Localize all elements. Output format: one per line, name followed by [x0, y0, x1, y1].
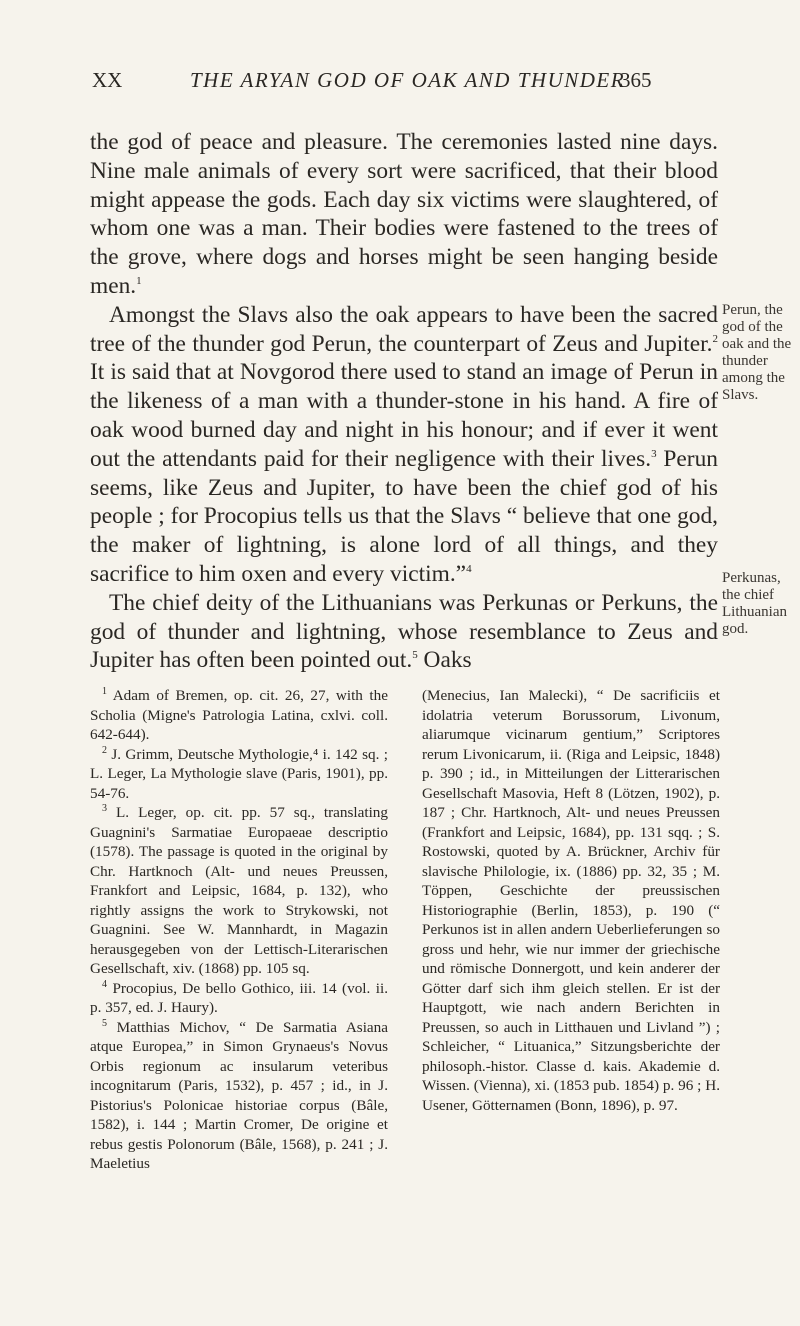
- footnote-ref-3[interactable]: 3: [651, 447, 657, 460]
- footnote-2-text: J. Grimm, Deutsche Mythologie,⁴ i. 142 sq. ; L. Leger, La Mythologie slave (Paris, 1901), pp. 54-76.: [90, 745, 389, 802]
- footnote-3-text: L. Leger, op. cit. pp. 57 sq., translating Guagnini's Sarmatiae Europaeae descriptio (1578). The passage is quoted in the original by Chr. Hartknoch (Alt- und neues Preussen, Frankfort and Leipsic, 1684, p. 132), who rightly assigns the work to Strykowski, not Guagnini. See W. Mannhardt, in Magazin herausgegeben von der Lettisch-Literarischen Gesellschaft, xiv. (1868) pp. 105 sq.: [90, 804, 388, 977]
- footnote-5-text: Matthias Michov, “ De Sarmatia Asiana atque Europea,” in Simon Grynaeus's Novus Orbis regionum ac insularum veteribus incognitarum (Paris, 1532), p. 457 ; id., in J. Pistorius's Polonicae historiae corpus (Bâle, 1582), i. 144 ; Martin Cromer, De origine et rebus gestis Polonorum (Bâle, 1568), p. 241 ; J. Maeletius: [90, 1018, 388, 1172]
- footnote-5-continued: (Menecius, Ian Malecki), “ De sacrificiis et idolatria veterum Borussorum, Livonum, aliarumque vicinarum gentium,” Scriptores rerum Livonicarum, ii. (Riga and Leipsic, 1848) p. 390 ; id., in Mitteilungen der Litterarischen Gesellschaft Masovia, Heft 8 (Lötzen, 1902), p. 187 ; Chr. Hartknoch, Alt- und neues Preussen (Frankfort and Leipsic, 1684), pp. 131 sqq. ; S. Rostowski, quoted by A. Brückner, Archiv für slavische Philologie, ix. (1886) pp. 32, 35 ; M. Töppen, Geschichte der preussischen Historiographie (Berlin, 1853), p. 190 (“ Perkunos ist in allen andern Ueberlieferungen so gross und hehr, wie nur immer der griechische und römische Donnergott, und kein anderer der Götter darf sich ihm gleich stellen. Er ist der Hauptgott, wie nach andern Berichten in Preussen, so auch in Litthauen und Livland ”) ; Schleicher, “ Lituanica,” Sitzungsberichte der philosoph.-histor. Classe d. kais. Akademie d. Wissen. (Vienna), xi. (1853 pub. 1854) p. 96 ; H. Usener, Götternamen (Bonn, 1896), p. 97.: [422, 687, 720, 1114]
- paragraph-3-text-a: The chief deity of the Lithuanians was Perkunas or Perkuns, the god of thunder and lightning, whose resemblance to Zeus and Jupiter has often been pointed out.: [90, 589, 718, 674]
- footnote-1: [90, 686, 388, 745]
- page-number: 365: [620, 68, 652, 92]
- footnote-ref-1[interactable]: 1: [136, 275, 142, 288]
- paragraph-2-text-a: Amongst the Slavs also the oak appears to have been the sacred tree of the thunder god Perun, the counterpart of Zeus and Jupiter.: [90, 301, 718, 357]
- footnote-ref-4[interactable]: 4: [466, 563, 472, 576]
- footnote-2: [90, 745, 388, 804]
- footnote-1-text: Adam of Bremen, op. cit. 26, 27, with the Scholia (Migne's Patrologia Latina, cxlvi. coll. 642-644).: [90, 687, 388, 743]
- footnote-ref-5[interactable]: 5: [412, 649, 418, 662]
- margin-note-perun: Perun, the god of the oak and the thunder among the Slavs.: [722, 302, 792, 403]
- paragraph-1-text: the god of peace and pleasure. The ceremonies lasted nine days. Nine male animals of every sort were sacrificed, that their blood might appease the gods. Each day six victims were slaughtered, of whom one was a man. Their bodies were fastened to the trees of the grove, where dogs and horses might be seen hanging beside men.: [90, 129, 718, 299]
- footnote-3-mark: 3: [102, 802, 107, 814]
- paragraph-2: [90, 301, 718, 589]
- paragraph-1: [90, 128, 718, 301]
- main-text: [90, 128, 718, 675]
- footnotes-left-column: [90, 686, 388, 1174]
- footnote-2-mark: 2: [102, 744, 107, 756]
- footnote-4: [90, 979, 388, 1018]
- footnote-4-text: Procopius, De bello Gothico, iii. 14 (vol. ii. p. 357, ed. J. Haury).: [90, 979, 388, 1016]
- footnote-5: [90, 1018, 388, 1174]
- chapter-title: THE ARYAN GOD OF OAK AND THUNDER: [190, 68, 626, 92]
- chapter-number: XX: [92, 68, 123, 92]
- footnote-1-mark: 1: [102, 685, 107, 697]
- running-header: [0, 68, 800, 100]
- footnotes-right-column: [422, 686, 720, 1115]
- footnote-3: [90, 803, 388, 979]
- footnote-5-mark: 5: [102, 1017, 107, 1029]
- footnote-4-mark: 4: [102, 978, 107, 990]
- margin-note-perkunas: Perkunas, the chief Lithuanian god.: [722, 570, 787, 637]
- paragraph-2-text-c: Perun seems, like Zeus and Jupiter, to have been the chief god of his people ; for Procopius tells us that the Slavs “ believe that one god, the maker of lightning, is alone lord of all things, and they sacrifice to him oxen and every victim.”: [90, 445, 718, 587]
- paragraph-3-text-b: Oaks: [417, 647, 472, 674]
- paragraph-2-text-b: It is said that at Novgorod there used to stand an image of Perun in the likeness of a man with a thunder-stone in his hand. A fire of oak wood burned day and night in his honour; and if ever it went out the attendants paid for their negligence with their lives.: [90, 359, 718, 472]
- footnote-ref-2[interactable]: 2: [712, 332, 718, 345]
- paragraph-3: [90, 589, 718, 675]
